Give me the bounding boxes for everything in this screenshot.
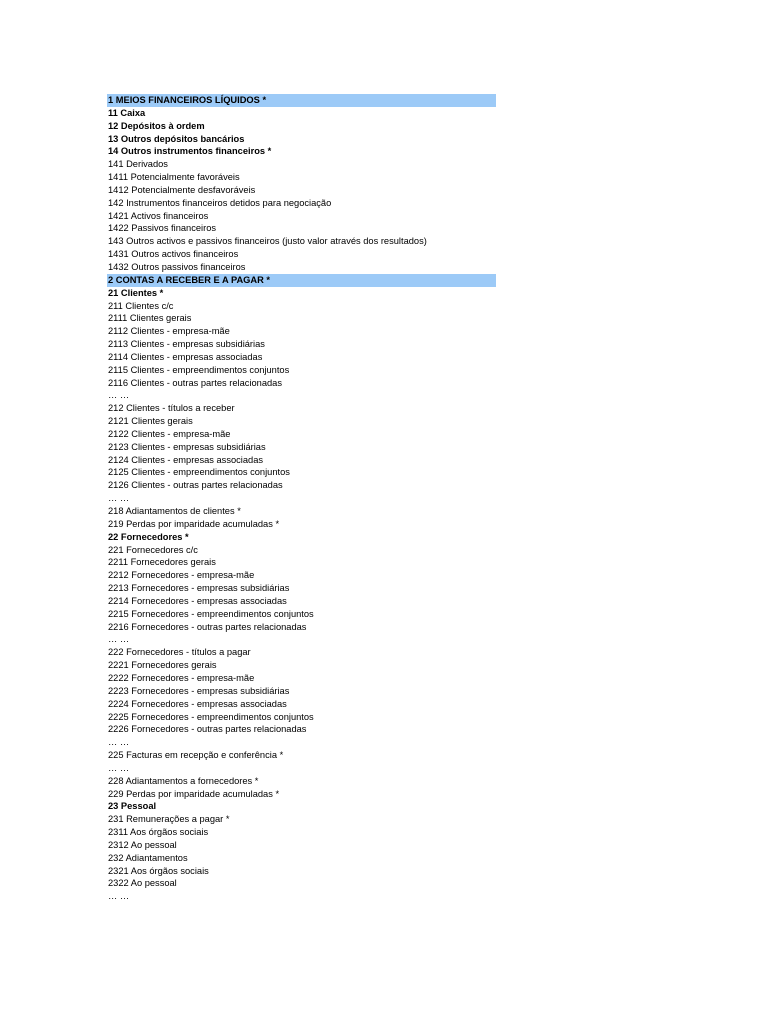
account-row: 2221 Fornecedores gerais (108, 660, 217, 671)
account-row: 211 Clientes c/c (108, 300, 174, 311)
account-row: 14 Outros instrumentos financeiros * (108, 146, 272, 157)
account-row: 2214 Fornecedores - empresas associadas (108, 595, 287, 606)
account-row: 141 Derivados (108, 159, 168, 170)
account-row: 232 Adiantamentos (108, 852, 188, 863)
account-row: 2223 Fornecedores - empresas subsidiárias (108, 685, 290, 696)
account-row: 23 Pessoal (108, 801, 157, 812)
account-row: 1422 Passivos financeiros (108, 223, 217, 234)
account-row: 2126 Clientes - outras partes relacionadas (108, 480, 283, 491)
account-row: 2211 Fornecedores gerais (108, 557, 216, 568)
account-row: 2212 Fornecedores - empresa-mãe (108, 570, 255, 581)
account-row: 212 Clientes - títulos a receber (108, 403, 235, 414)
account-row: 2311 Aos órgãos sociais (108, 827, 209, 838)
account-row: … … (108, 737, 130, 748)
account-row: 2114 Clientes - empresas associadas (108, 351, 263, 362)
account-row: 225 Facturas em recepção e conferência * (108, 750, 284, 761)
account-row: … … (108, 493, 130, 504)
account-row: 2226 Fornecedores - outras partes relacionadas (108, 724, 307, 735)
account-row: 2125 Clientes - empreendimentos conjuntos (108, 467, 290, 478)
account-row: 142 Instrumentos financeiros detidos para negociação (108, 197, 332, 208)
account-row: 2124 Clientes - empresas associadas (108, 454, 264, 465)
account-row: 2121 Clientes gerais (108, 416, 193, 427)
account-row: 143 Outros activos e passivos financeiros (justo valor através dos resultados) (108, 236, 427, 247)
account-row: 218 Adiantamentos de clientes * (108, 506, 241, 516)
account-row: 1411 Potencialmente favoráveis (108, 172, 240, 183)
account-row: … … (108, 390, 130, 401)
account-row: 2213 Fornecedores - empresas subsidiárias (108, 583, 290, 594)
account-row: 2216 Fornecedores - outras partes relacionadas (108, 621, 307, 632)
account-row: 2322 Ao pessoal (108, 878, 177, 889)
account-row: 2224 Fornecedores - empresas associadas (108, 698, 287, 709)
account-row: … … (108, 891, 130, 902)
chart-of-accounts-list (107, 94, 496, 903)
account-row: 2321 Aos órgãos sociais (108, 865, 209, 876)
account-row: 1432 Outros passivos financeiros (108, 261, 246, 272)
account-row: … … (108, 634, 130, 645)
account-row: 231 Remunerações a pagar * (108, 814, 230, 825)
account-row: 229 Perdas por imparidade acumuladas * (108, 788, 280, 799)
account-row: 11 Caixa (108, 107, 146, 118)
account-row: 2111 Clientes gerais (108, 313, 192, 324)
account-row: 2225 Fornecedores - empreendimentos conjuntos (108, 711, 314, 722)
account-row: 2112 Clientes - empresa-mãe (108, 326, 230, 337)
account-row: 222 Fornecedores - títulos a pagar (108, 647, 251, 658)
account-row: 2312 Ao pessoal (108, 839, 177, 850)
account-row: … … (108, 762, 130, 773)
account-row: 221 Fornecedores c/c (108, 544, 198, 555)
account-row: 22 Fornecedores * (108, 531, 189, 542)
account-row: 1412 Potencialmente desfavoráveis (108, 184, 256, 195)
section-heading-row: 2 CONTAS A RECEBER E A PAGAR * (107, 274, 496, 287)
account-row: 13 Outros depósitos bancários (108, 133, 245, 144)
account-row: 2113 Clientes - empresas subsidiárias (108, 339, 265, 350)
account-row: 21 Clientes * (108, 287, 164, 298)
account-row: 219 Perdas por imparidade acumuladas * (108, 518, 280, 529)
account-row: 2215 Fornecedores - empreendimentos conjuntos (108, 608, 314, 619)
account-row: 2116 Clientes - outras partes relacionadas (108, 377, 282, 388)
account-row: 1421 Activos financeiros (108, 210, 209, 221)
account-row: 2222 Fornecedores - empresa-mãe (108, 672, 255, 683)
account-row: 228 Adiantamentos a fornecedores * (108, 775, 259, 786)
account-row: 12 Depósitos à ordem (108, 120, 205, 131)
account-row: 1431 Outros activos financeiros (108, 249, 239, 260)
account-row: 2123 Clientes - empresas subsidiárias (108, 441, 266, 452)
section-heading-row: 1 MEIOS FINANCEIROS LÍQUIDOS * (107, 94, 496, 107)
account-row: 2115 Clientes - empreendimentos conjuntos (108, 364, 290, 375)
account-row: 2122 Clientes - empresa-mãe (108, 428, 231, 439)
